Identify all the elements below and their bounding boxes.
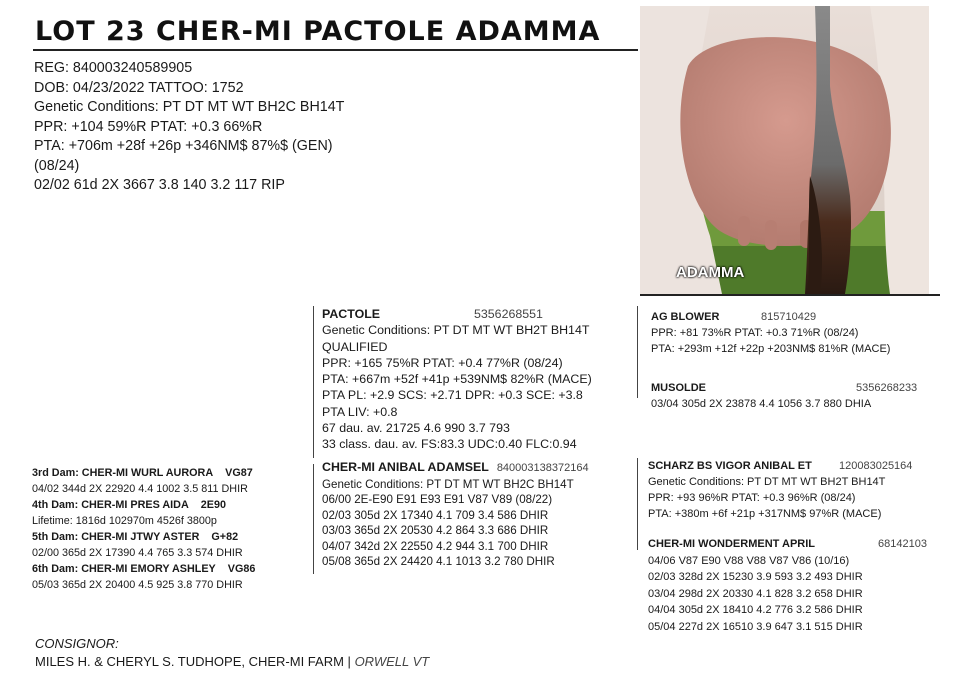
sire-line: PPR: +165 75%R PTAT: +0.4 77%R (08/24) [322,355,563,370]
sire-line: 67 dau. av. 21725 4.6 990 3.7 793 [322,421,510,436]
dam-name: CHER-MI ANIBAL ADAMSEL [322,460,489,474]
fourth-dam-score: 2E90 [200,499,226,511]
dam-dam-name: CHER-MI WONDERMENT APRIL [648,538,816,550]
dam-line: 06/00 2E-E90 E91 E93 E91 V87 V89 (08/22) [322,493,553,506]
sire-sire-line: PPR: +81 73%R PTAT: +0.3 71%R (08/24) [651,327,859,339]
dam-sire-block [648,458,913,522]
consignor-name: MILES H. & CHERYL S. TUDHOPE, CHER-MI FARM [35,654,344,669]
sire-line: PTA PL: +2.9 SCS: +2.71 DPR: +0.3 SCE: +3.8 [322,388,583,403]
sire-dam-registration: 5356268233 [856,382,918,394]
sire-sire-block [651,309,890,357]
cow-photo [640,6,929,294]
photo-divider [640,294,940,296]
dob-tattoo-line: DOB: 04/23/2022 TATTOO: 1752 [34,79,244,96]
consignor-section [35,635,429,671]
fifth-dam-name: 5th Dam: CHER-MI JTWY ASTER [32,531,200,543]
fourth-dam-name: 4th Dam: CHER-MI PRES AIDA [32,499,189,511]
sire-line: 33 class. dau. av. FS:83.3 UDC:0.40 FLC:0.94 [322,437,577,452]
dam-sire-registration: 120083025164 [839,460,913,472]
fifth-dam-score: G+82 [211,531,239,543]
sire-dam-block [651,380,918,412]
lot-title: LOT 23 CHER-MI PACTOLE ADAMMA [35,16,601,47]
dam-line: 02/03 305d 2X 17340 4.1 709 3.4 586 DHIR [322,508,549,522]
dam-registration: 840003138372164 [496,462,589,474]
dam-sire-name: SCHARZ BS VIGOR ANIBAL ET [648,460,812,472]
title-divider [33,49,638,51]
ppr-line: PPR: +104 59%R PTAT: +0.3 66%R [34,118,263,135]
dam-line: Genetic Conditions: PT DT MT WT BH2C BH14T [322,477,574,491]
consignor-location: ORWELL VT [354,654,430,669]
dam-bracket-line [313,464,314,574]
dam-line: 03/03 365d 2X 20530 4.2 864 3.3 686 DHIR [322,524,549,537]
lot-details [34,59,344,196]
sire-line: PTA LIV: +0.8 [322,404,398,419]
dam-parents-bracket-line [637,458,638,550]
production-record-line: 02/02 61d 2X 3667 3.8 140 3.2 117 RIP [34,177,285,193]
sire-line: QUALIFIED [322,339,388,354]
dam-sire-line: PTA: +380m +6f +21p +317NM$ 97%R (MACE) [648,508,882,520]
genetic-conditions-line: Genetic Conditions: PT DT MT WT BH2C BH14T [34,99,345,115]
dam-dam-registration: 68142103 [878,538,927,550]
dam-dam-line: 05/04 227d 2X 16510 3.9 647 3.1 515 DHIR [648,620,863,633]
dam-sire-line: Genetic Conditions: PT DT MT WT BH2T BH14T [648,476,886,488]
dam-dam-line: 04/04 305d 2X 18410 4.2 776 3.2 586 DHIR [648,604,863,616]
sire-registration: 5356268551 [474,307,543,321]
sire-name: PACTOLE [322,307,381,321]
consignor-separator: | [347,654,351,669]
sixth-dam-record: 05/03 365d 2X 20400 4.5 925 3.8 770 DHIR [32,579,243,591]
sire-line: PTA: +667m +52f +41p +539NM$ 82%R (MACE) [322,372,592,387]
sixth-dam-score: VG86 [227,563,256,575]
third-dam-record: 04/02 344d 2X 22920 4.4 1002 3.5 811 DHIR [32,483,248,495]
dam-dam-line: 03/04 298d 2X 20330 4.1 828 3.2 658 DHIR [648,587,863,600]
fourth-dam-record: Lifetime: 1816d 102970m 4526f 3800p [32,515,217,527]
maternal-line [32,465,255,593]
sire-dam-name: MUSOLDE [651,382,706,394]
dam-dam-line: 04/06 V87 E90 V88 V88 V87 V86 (10/16) [648,554,850,567]
dam-sire-line: PPR: +93 96%R PTAT: +0.3 96%R (08/24) [648,492,856,504]
sire-dam-line: 03/04 305d 2X 23878 4.4 1056 3.7 880 DHIA [651,398,872,410]
sire-sire-registration: 815710429 [761,311,817,323]
dam-line: 04/07 342d 2X 22550 4.2 944 3.1 700 DHIR [322,539,549,553]
fifth-dam-record: 02/00 365d 2X 17390 4.4 765 3.3 574 DHIR [32,547,243,559]
dam-dam-block [648,536,927,635]
third-dam-name: 3rd Dam: CHER-MI WURL AURORA [32,467,214,479]
pta-line: PTA: +706m +28f +26p +346NM$ 87%$ (GEN) [34,138,333,154]
sixth-dam-name: 6th Dam: CHER-MI EMORY ASHLEY [32,563,216,575]
sire-line: Genetic Conditions: PT DT MT WT BH2T BH14T [322,323,590,338]
photo-label: ADAMMA [676,264,745,281]
registration-line: REG: 840003240589905 [34,60,193,76]
dam-line: 05/08 365d 2X 24420 4.1 1013 3.2 780 DHIR [322,555,555,568]
third-dam-score: VG87 [225,467,253,479]
consignor-label: CONSIGNOR: [35,636,119,651]
pta-date-line: (08/24) [34,157,80,174]
dam-block [322,460,589,570]
sire-block [322,306,592,453]
sire-parents-bracket-line [637,306,638,398]
sire-bracket-line [313,306,314,458]
dam-dam-line: 02/03 328d 2X 15230 3.9 593 3.2 493 DHIR [648,571,863,583]
sire-sire-line: PTA: +293m +12f +22p +203NM$ 81%R (MACE) [651,343,891,355]
sire-sire-name: AG BLOWER [651,311,720,323]
